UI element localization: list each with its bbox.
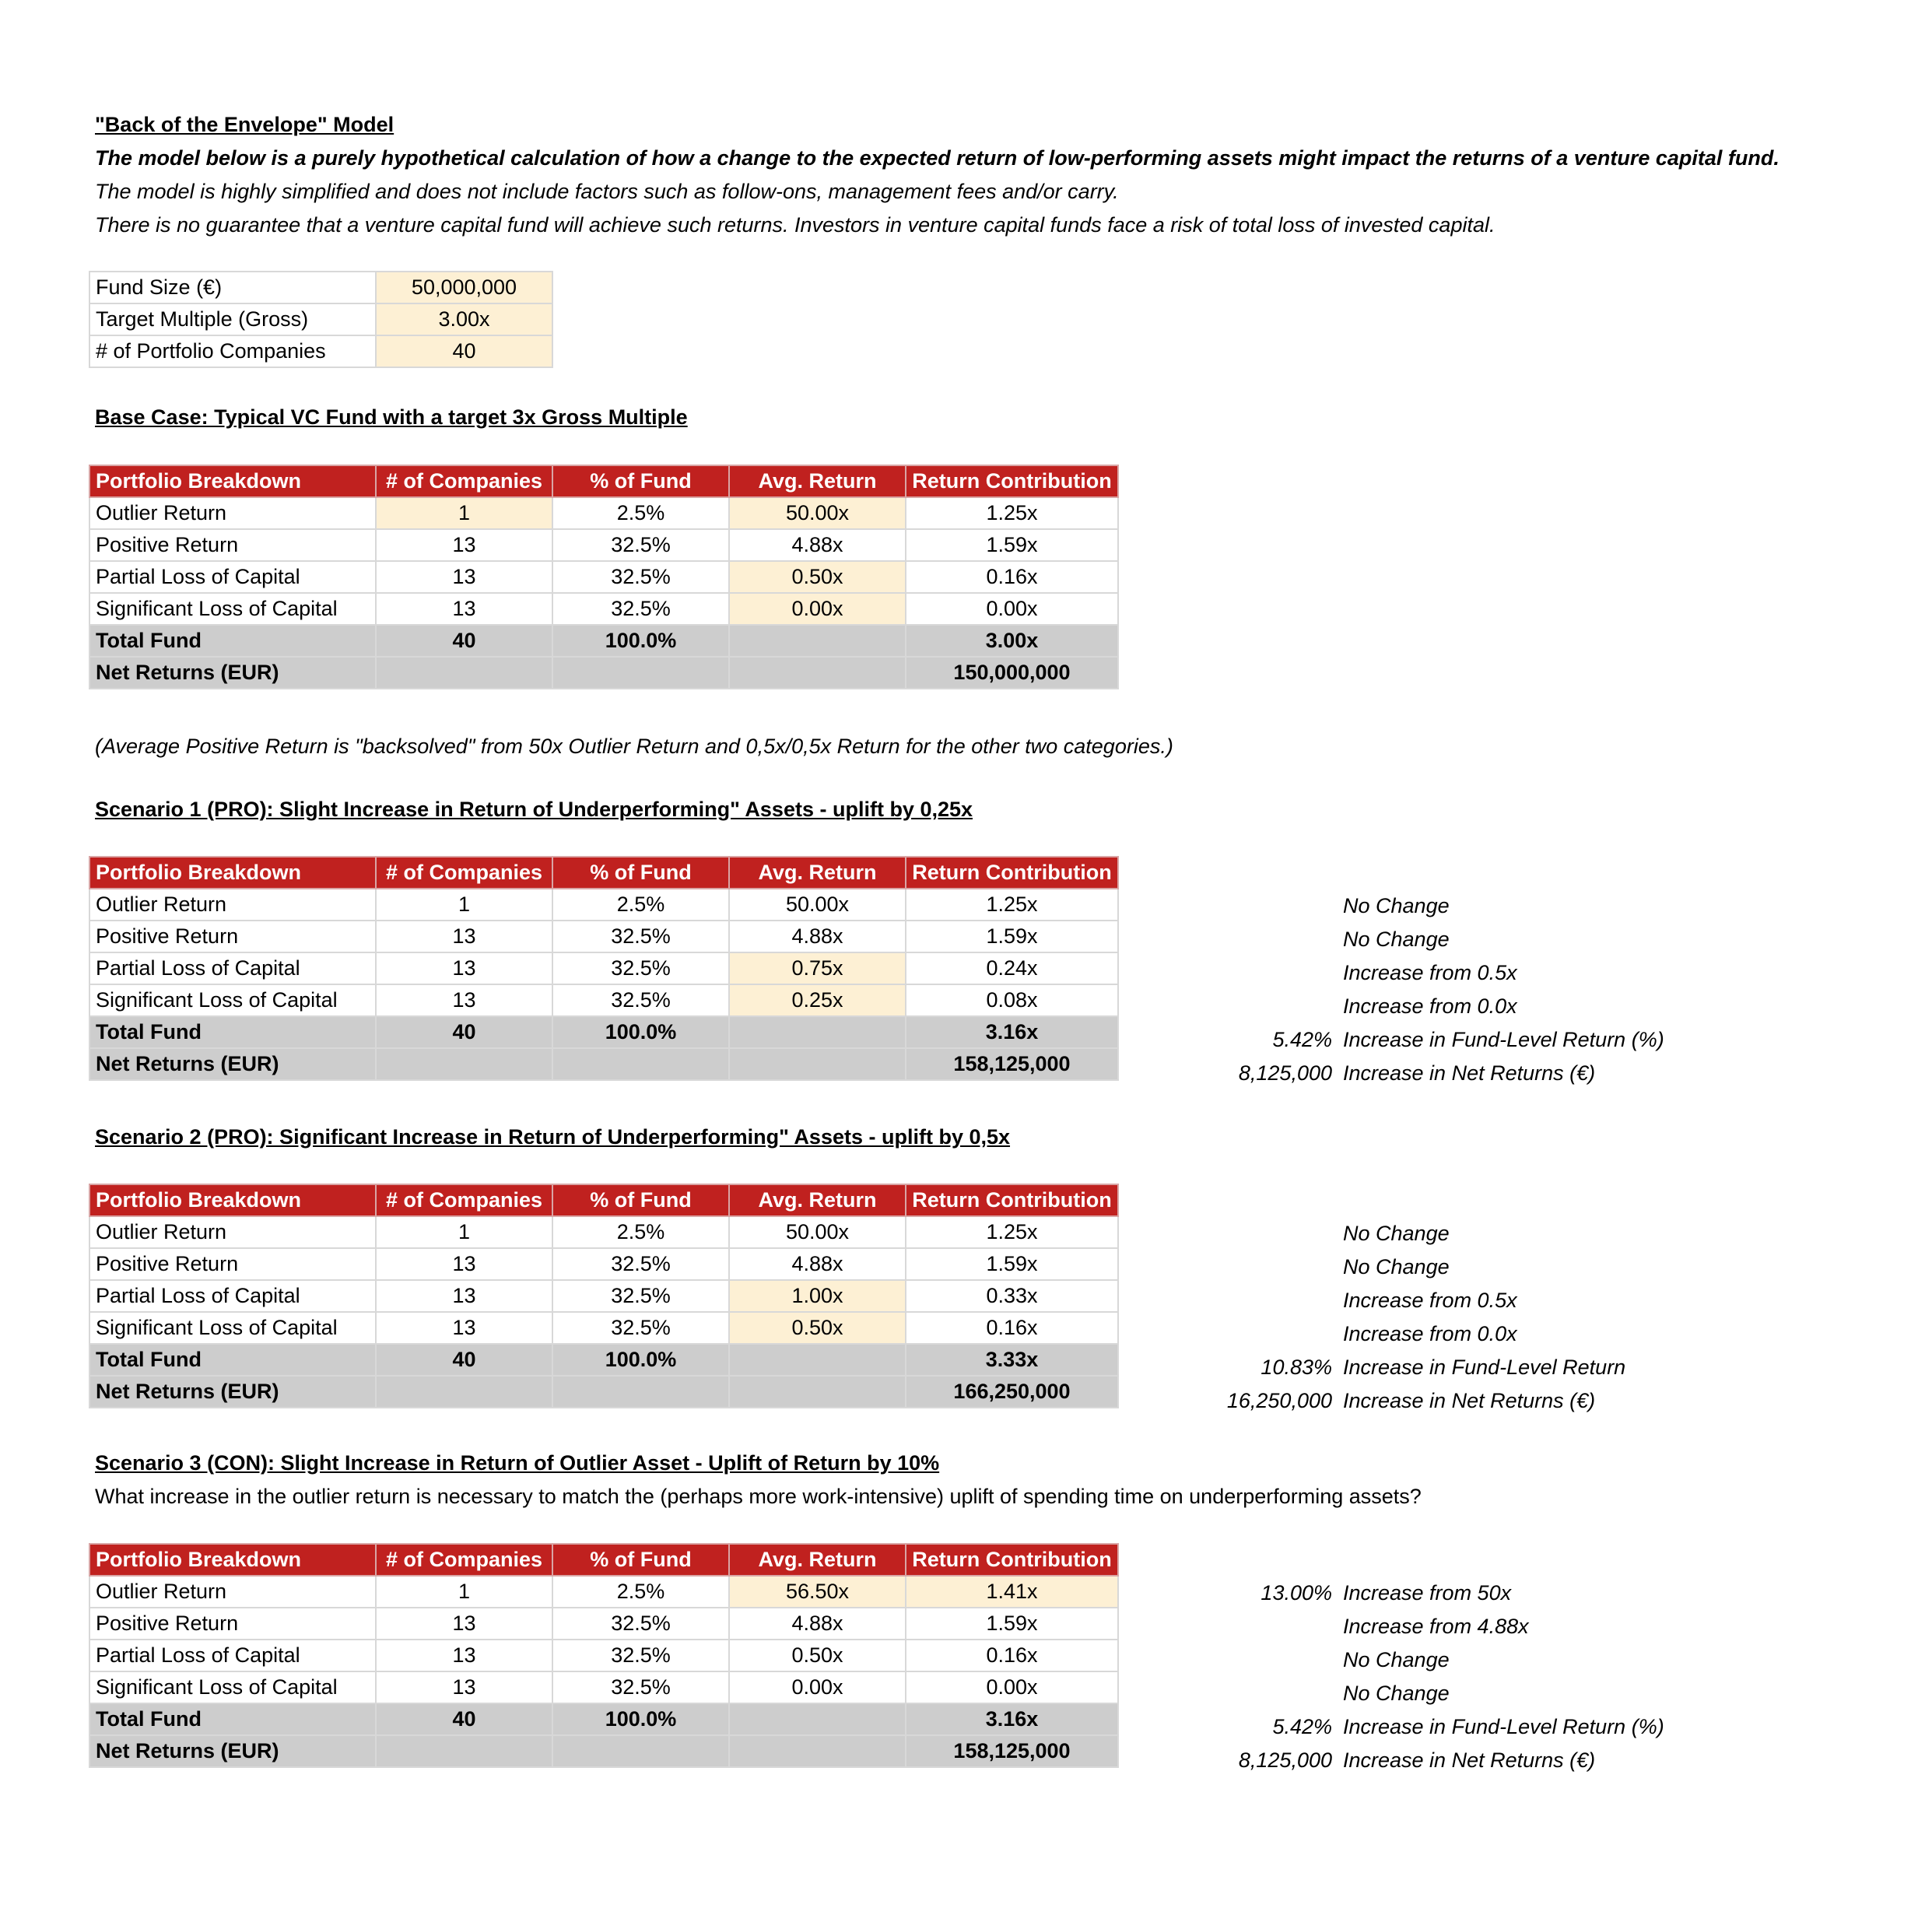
cell-value: 0.16x [906, 1640, 1118, 1671]
net-returns-row [89, 1376, 1118, 1408]
row-label: Positive Return [89, 921, 376, 952]
cell-value: 0.00x [906, 593, 1118, 625]
cell-value: 1 [376, 1576, 552, 1608]
param-row [89, 335, 552, 367]
table-row [89, 921, 1118, 952]
cell-value: 13 [376, 1248, 552, 1280]
base-case-footnote: (Average Positive Return is "backsolved" from 50x Outlier Return and 0,5x/0,5x Return for the other two categories.) [95, 735, 1173, 758]
cell-value [376, 1376, 552, 1408]
total-fund-row [89, 1344, 1118, 1376]
cell-value: 13 [376, 529, 552, 561]
cell-value: 150,000,000 [906, 657, 1118, 689]
note-text: Increase in Fund-Level Return (%) [1343, 1028, 1664, 1051]
note-text: Increase in Fund-Level Return [1343, 1356, 1626, 1379]
input-cell[interactable]: 0.50x [729, 561, 906, 593]
table-row [89, 1671, 1118, 1703]
note-text: No Change [1343, 1682, 1450, 1705]
cell-value: 100.0% [552, 1703, 729, 1735]
intro-line-3: There is no guarantee that a venture capital fund will achieve such returns. Investors in venture capital funds face a risk of total loss of invested capital. [95, 213, 1495, 237]
cell-value: 2.5% [552, 497, 729, 529]
cell-value [552, 657, 729, 689]
cell-value [552, 1735, 729, 1767]
note-value: 10.83% [1261, 1356, 1332, 1379]
table-row [89, 889, 1118, 921]
param-row [89, 303, 552, 335]
cell-value: 13 [376, 561, 552, 593]
cell-value [376, 1048, 552, 1080]
cell-value: 166,250,000 [906, 1376, 1118, 1408]
cell-value: 4.88x [729, 921, 906, 952]
base-case-title: Base Case: Typical VC Fund with a target 3x Gross Multiple [95, 405, 688, 429]
note-value: 13.00% [1261, 1581, 1332, 1605]
cell-value: 32.5% [552, 1248, 729, 1280]
column-header: Avg. Return [729, 857, 906, 889]
column-header: Return Contribution [906, 465, 1118, 497]
row-label: Significant Loss of Capital [89, 984, 376, 1016]
param-value[interactable]: 40 [376, 335, 552, 367]
cell-value: 0.16x [906, 1312, 1118, 1344]
cell-value: 4.88x [729, 529, 906, 561]
cell-value [729, 625, 906, 657]
cell-value: 13 [376, 1640, 552, 1671]
total-fund-row [89, 625, 1118, 657]
column-header: Portfolio Breakdown [89, 857, 376, 889]
cell-value: 100.0% [552, 625, 729, 657]
note-value: 5.42% [1272, 1028, 1332, 1051]
row-label: Total Fund [89, 1703, 376, 1735]
cell-value: 3.00x [906, 625, 1118, 657]
cell-value: 4.88x [729, 1608, 906, 1640]
cell-value: 13 [376, 1608, 552, 1640]
column-header: % of Fund [552, 1184, 729, 1216]
cell-value: 40 [376, 1344, 552, 1376]
cell-value [376, 657, 552, 689]
scenario3-portfolio-table [89, 1543, 1119, 1768]
scenario-3-title: Scenario 3 (CON): Slight Increase in Return of Outlier Asset - Uplift of Return by 10% [95, 1451, 940, 1475]
scenario1-portfolio-table [89, 856, 1119, 1081]
table-row [89, 593, 1118, 625]
table-row [89, 497, 1118, 529]
column-header: Portfolio Breakdown [89, 1184, 376, 1216]
row-label: Partial Loss of Capital [89, 561, 376, 593]
table-row [89, 952, 1118, 984]
row-label: Total Fund [89, 1344, 376, 1376]
table-row [89, 1608, 1118, 1640]
cell-value: 1 [376, 1216, 552, 1248]
row-label: Significant Loss of Capital [89, 1312, 376, 1344]
cell-value [729, 657, 906, 689]
note-text: Increase from 4.88x [1343, 1615, 1529, 1638]
cell-value: 1.25x [906, 497, 1118, 529]
param-row [89, 272, 552, 303]
cell-value: 2.5% [552, 889, 729, 921]
column-header: Return Contribution [906, 1184, 1118, 1216]
cell-value: 40 [376, 625, 552, 657]
note-text: Increase from 50x [1343, 1581, 1512, 1605]
row-label: Significant Loss of Capital [89, 593, 376, 625]
cell-value: 1.59x [906, 921, 1118, 952]
scenario2-portfolio-table [89, 1184, 1119, 1408]
cell-value: 32.5% [552, 1312, 729, 1344]
table-row [89, 561, 1118, 593]
model-title: "Back of the Envelope" Model [95, 113, 394, 136]
table-row [89, 1216, 1118, 1248]
cell-value [552, 1048, 729, 1080]
note-text: Increase from 0.5x [1343, 1289, 1517, 1312]
cell-value [729, 1016, 906, 1048]
total-fund-row [89, 1016, 1118, 1048]
scenario-1-title: Scenario 1 (PRO): Slight Increase in Return of Underperforming" Assets - uplift by 0,25x [95, 798, 973, 821]
cell-value: 32.5% [552, 921, 729, 952]
cell-value: 50.00x [729, 1216, 906, 1248]
note-value: 8,125,000 [1238, 1748, 1332, 1772]
table-row [89, 1576, 1118, 1608]
cell-value: 32.5% [552, 593, 729, 625]
note-text: Increase in Net Returns (€) [1343, 1748, 1596, 1772]
row-label: Partial Loss of Capital [89, 1280, 376, 1312]
cell-value: 13 [376, 921, 552, 952]
note-text: No Change [1343, 1648, 1450, 1671]
table-header-row [89, 1184, 1118, 1216]
cell-value: 2.5% [552, 1216, 729, 1248]
cell-value: 0.08x [906, 984, 1118, 1016]
param-value[interactable]: 3.00x [376, 303, 552, 335]
table-header-row [89, 857, 1118, 889]
cell-value: 158,125,000 [906, 1048, 1118, 1080]
cell-value: 100.0% [552, 1344, 729, 1376]
input-cell[interactable]: 50.00x [729, 497, 906, 529]
note-value: 16,250,000 [1226, 1389, 1332, 1412]
column-header: # of Companies [376, 1184, 552, 1216]
cell-value: 1.59x [906, 1608, 1118, 1640]
scenario-2-title: Scenario 2 (PRO): Significant Increase in Return of Underperforming" Assets - uplift by 0,5x [95, 1125, 1011, 1149]
input-cell[interactable]: 1.00x [729, 1280, 906, 1312]
intro-line-2: The model is highly simplified and does not include factors such as follow-ons, management fees and/or carry. [95, 180, 1119, 203]
cell-value: 13 [376, 952, 552, 984]
cell-value: 0.24x [906, 952, 1118, 984]
param-label: Target Multiple (Gross) [89, 303, 376, 335]
cell-value [729, 1048, 906, 1080]
total-fund-row [89, 1703, 1118, 1735]
cell-value: 3.16x [906, 1016, 1118, 1048]
cell-value: 0.50x [729, 1640, 906, 1671]
table-row [89, 529, 1118, 561]
row-label: Outlier Return [89, 1576, 376, 1608]
input-cell[interactable]: 1.41x [906, 1576, 1118, 1608]
cell-value: 13 [376, 593, 552, 625]
cell-value [552, 1376, 729, 1408]
cell-value: 32.5% [552, 1640, 729, 1671]
column-header: # of Companies [376, 465, 552, 497]
cell-value: 32.5% [552, 952, 729, 984]
table-row [89, 984, 1118, 1016]
note-text: No Change [1343, 1222, 1450, 1245]
cell-value: 13 [376, 1671, 552, 1703]
table-header-row [89, 465, 1118, 497]
row-label: Net Returns (EUR) [89, 1735, 376, 1767]
row-label: Net Returns (EUR) [89, 1376, 376, 1408]
param-label: Fund Size (€) [89, 272, 376, 303]
column-header: % of Fund [552, 465, 729, 497]
note-text: No Change [1343, 1255, 1450, 1278]
cell-value: 13 [376, 1280, 552, 1312]
note-text: No Change [1343, 894, 1450, 917]
note-text: Increase in Net Returns (€) [1343, 1389, 1596, 1412]
column-header: # of Companies [376, 1544, 552, 1576]
cell-value: 4.88x [729, 1248, 906, 1280]
input-cell[interactable]: 0.25x [729, 984, 906, 1016]
row-label: Outlier Return [89, 889, 376, 921]
parameters-table [89, 271, 553, 368]
net-returns-row [89, 657, 1118, 689]
row-label: Significant Loss of Capital [89, 1671, 376, 1703]
note-text: Increase in Net Returns (€) [1343, 1061, 1596, 1085]
column-header: % of Fund [552, 857, 729, 889]
cell-value: 32.5% [552, 1280, 729, 1312]
input-cell[interactable]: 0.75x [729, 952, 906, 984]
cell-value: 0.00x [729, 1671, 906, 1703]
cell-value [729, 1703, 906, 1735]
column-header: Avg. Return [729, 1184, 906, 1216]
note-value: 5.42% [1272, 1715, 1332, 1738]
cell-value [729, 1735, 906, 1767]
cell-value: 13 [376, 1312, 552, 1344]
row-label: Positive Return [89, 1608, 376, 1640]
cell-value [376, 1735, 552, 1767]
intro-line-1: The model below is a purely hypothetical calculation of how a change to the expected return of low-performing assets might impact the returns of a venture capital fund. [95, 146, 1779, 170]
column-header: Portfolio Breakdown [89, 1544, 376, 1576]
cell-value: 1.25x [906, 1216, 1118, 1248]
row-label: Positive Return [89, 1248, 376, 1280]
cell-value: 3.16x [906, 1703, 1118, 1735]
cell-value: 1.25x [906, 889, 1118, 921]
cell-value: 0.33x [906, 1280, 1118, 1312]
base-portfolio-table [89, 465, 1119, 689]
column-header: Avg. Return [729, 1544, 906, 1576]
table-row [89, 1280, 1118, 1312]
note-text: No Change [1343, 928, 1450, 951]
cell-value: 13 [376, 984, 552, 1016]
row-label: Total Fund [89, 625, 376, 657]
note-text: Increase from 0.0x [1343, 994, 1517, 1018]
table-row [89, 1248, 1118, 1280]
column-header: Return Contribution [906, 1544, 1118, 1576]
cell-value: 40 [376, 1016, 552, 1048]
note-text: Increase in Fund-Level Return (%) [1343, 1715, 1664, 1738]
note-value: 8,125,000 [1238, 1061, 1332, 1085]
input-cell[interactable]: 0.50x [729, 1312, 906, 1344]
param-label: # of Portfolio Companies [89, 335, 376, 367]
cell-value: 32.5% [552, 529, 729, 561]
column-header: % of Fund [552, 1544, 729, 1576]
row-label: Outlier Return [89, 497, 376, 529]
cell-value: 158,125,000 [906, 1735, 1118, 1767]
cell-value [729, 1344, 906, 1376]
input-cell[interactable]: 56.50x [729, 1576, 906, 1608]
input-cell[interactable]: 1 [376, 497, 552, 529]
cell-value: 32.5% [552, 1608, 729, 1640]
row-label: Total Fund [89, 1016, 376, 1048]
param-value[interactable]: 50,000,000 [376, 272, 552, 303]
column-header: # of Companies [376, 857, 552, 889]
column-header: Avg. Return [729, 465, 906, 497]
scenario-3-subtitle: What increase in the outlier return is necessary to match the (perhaps more work-intensive) uplift of spending time on underperforming assets? [95, 1485, 1422, 1508]
net-returns-row [89, 1735, 1118, 1767]
cell-value: 32.5% [552, 1671, 729, 1703]
row-label: Net Returns (EUR) [89, 657, 376, 689]
cell-value: 3.33x [906, 1344, 1118, 1376]
column-header: Return Contribution [906, 857, 1118, 889]
table-header-row [89, 1544, 1118, 1576]
cell-value: 0.16x [906, 561, 1118, 593]
cell-value: 1 [376, 889, 552, 921]
table-row [89, 1640, 1118, 1671]
row-label: Partial Loss of Capital [89, 952, 376, 984]
column-header: Portfolio Breakdown [89, 465, 376, 497]
cell-value: 2.5% [552, 1576, 729, 1608]
cell-value: 0.00x [906, 1671, 1118, 1703]
cell-value: 100.0% [552, 1016, 729, 1048]
note-text: Increase from 0.0x [1343, 1322, 1517, 1345]
input-cell[interactable]: 0.00x [729, 593, 906, 625]
cell-value: 32.5% [552, 984, 729, 1016]
cell-value: 1.59x [906, 529, 1118, 561]
row-label: Positive Return [89, 529, 376, 561]
note-text: Increase from 0.5x [1343, 961, 1517, 984]
cell-value: 40 [376, 1703, 552, 1735]
row-label: Net Returns (EUR) [89, 1048, 376, 1080]
cell-value: 50.00x [729, 889, 906, 921]
row-label: Partial Loss of Capital [89, 1640, 376, 1671]
row-label: Outlier Return [89, 1216, 376, 1248]
cell-value: 32.5% [552, 561, 729, 593]
net-returns-row [89, 1048, 1118, 1080]
table-row [89, 1312, 1118, 1344]
cell-value: 1.59x [906, 1248, 1118, 1280]
cell-value [729, 1376, 906, 1408]
